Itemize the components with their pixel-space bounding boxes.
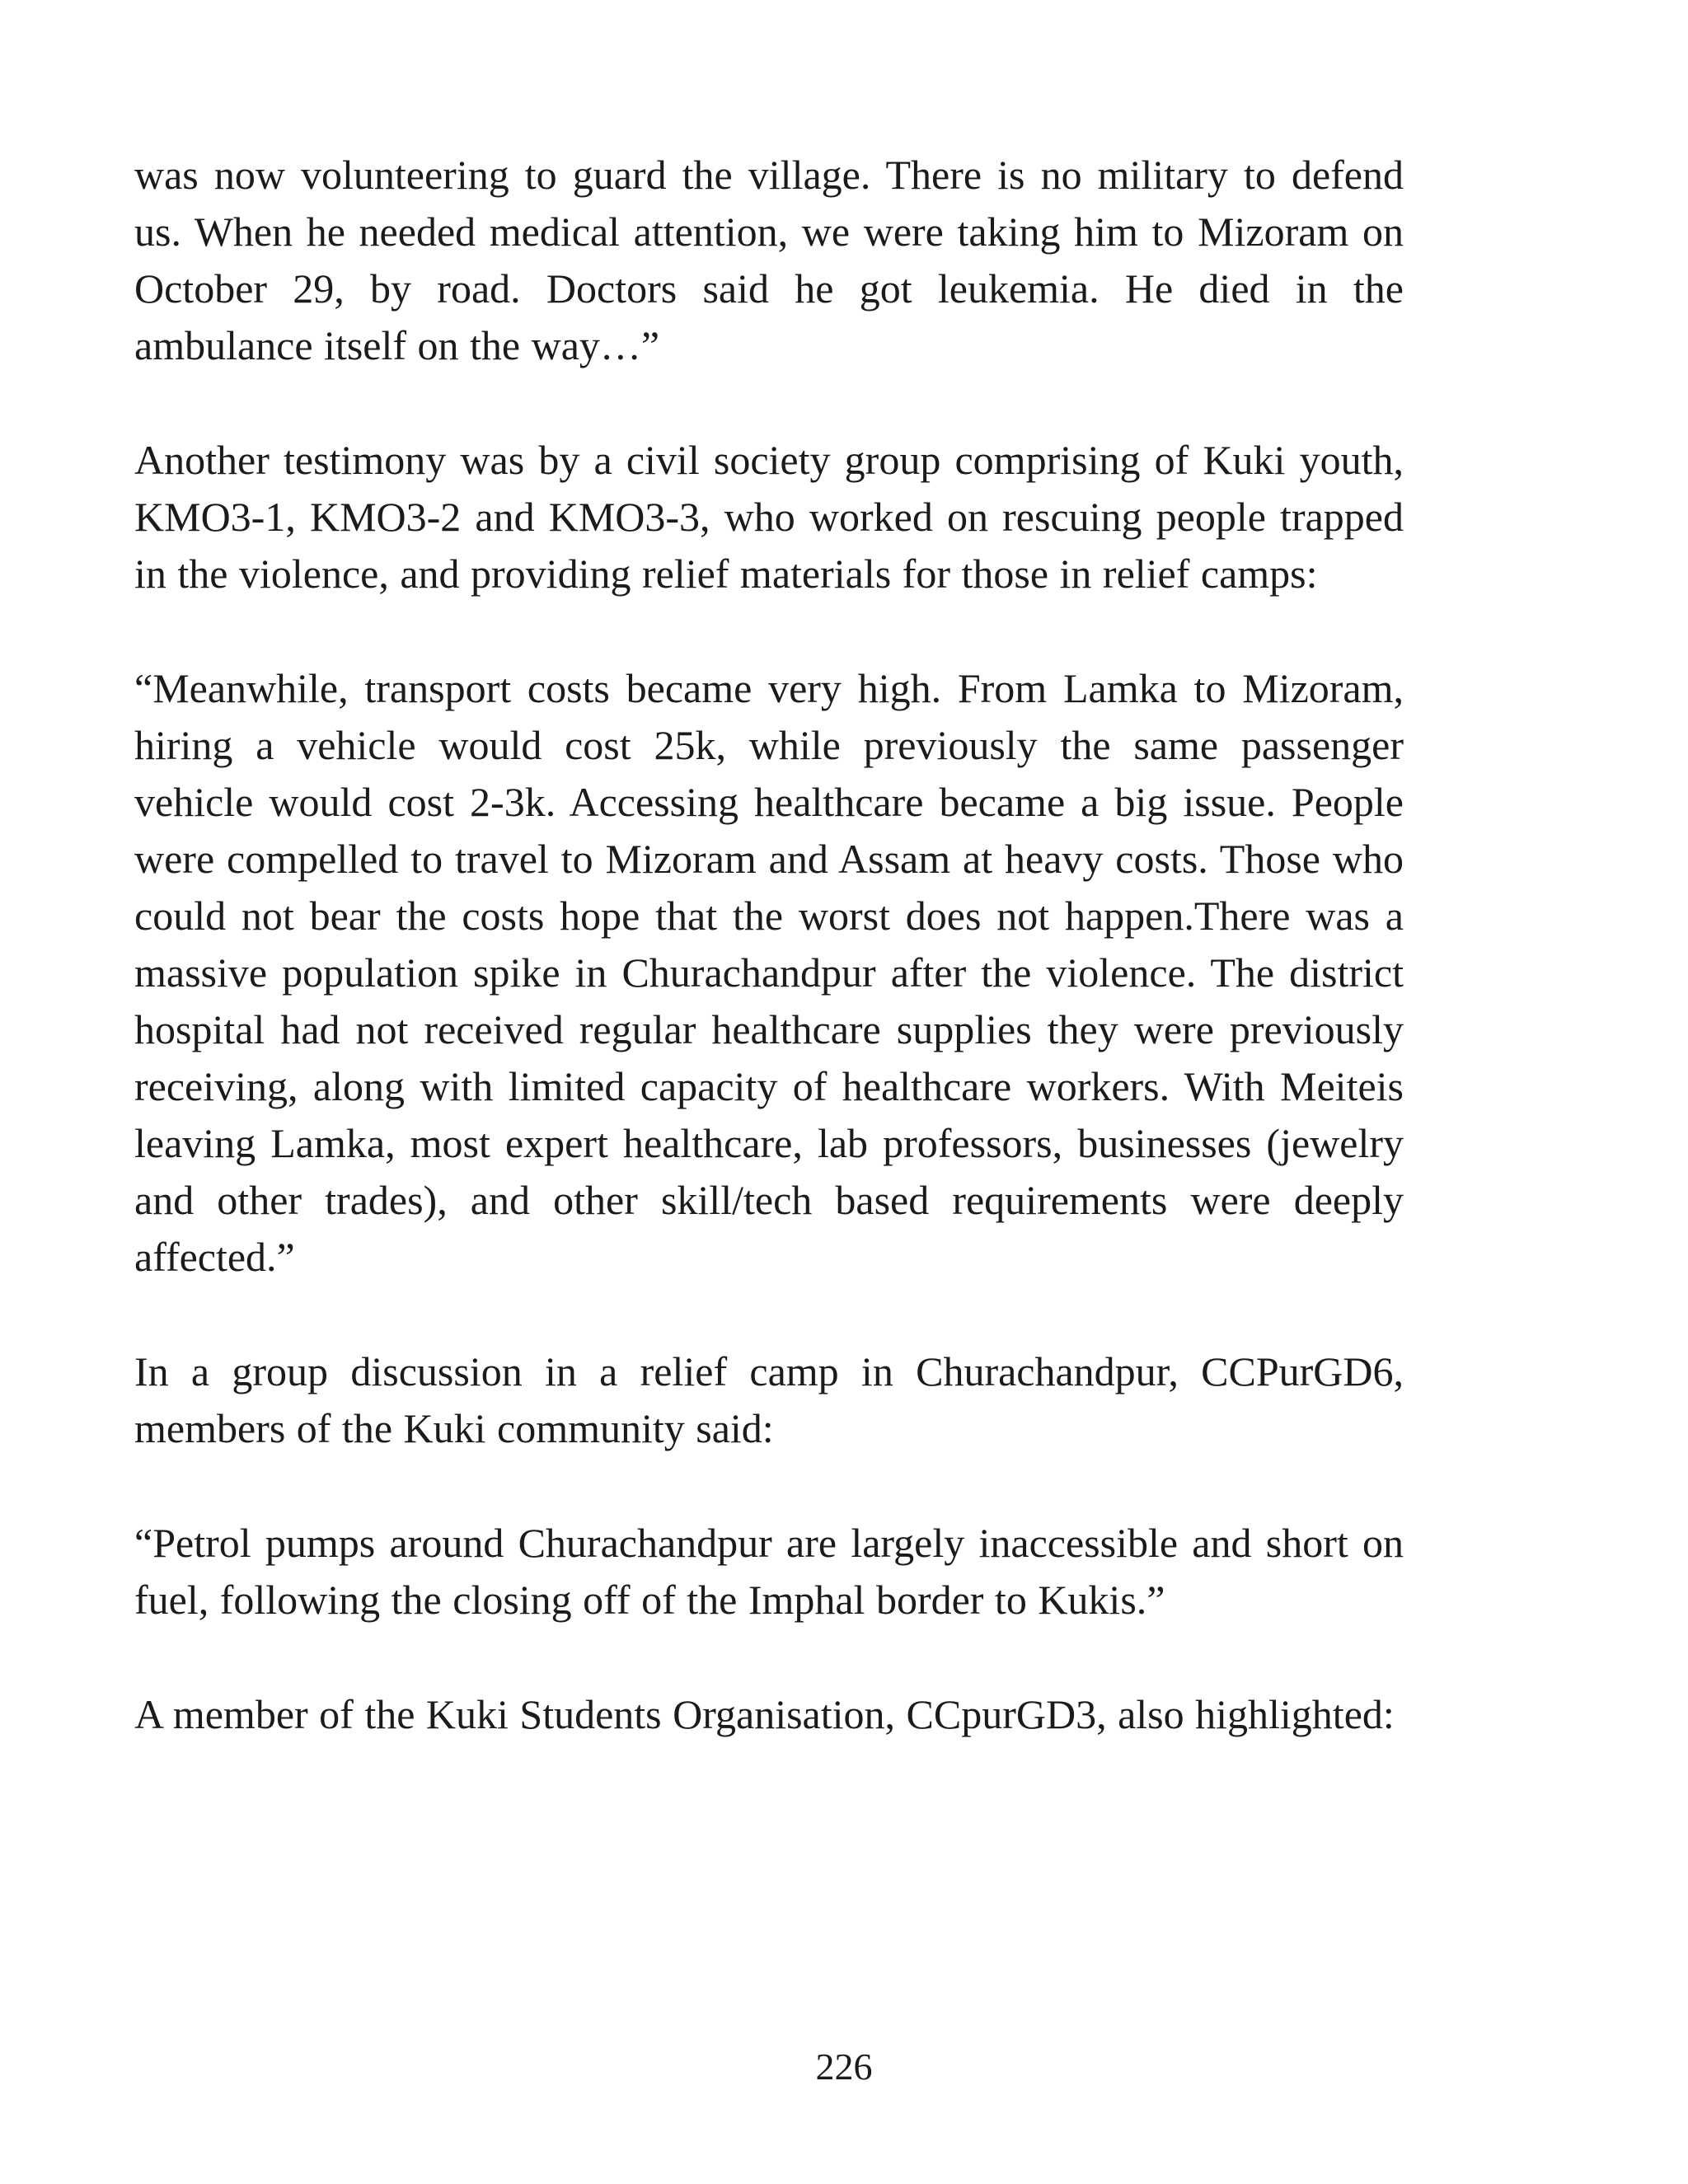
paragraph-group-discussion-intro: In a group discussion in a relief camp in Churachandpur, CCPurGD6, members of the Kuki community said: [134,1348,1404,1451]
paragraph-testimony-end: was now volunteering to guard the village. There is no military to defend us. When he needed medical attention, we were taking him to Mizoram on October 29, by road. Doctors said he got leukemia. He died in the ambulance itself on the way…” [134,152,1404,368]
paragraph-petrol-quote: “Petrol pumps around Churachandpur are largely inaccessible and short on fuel, following the closing off of the Imphal border to Kukis.” [134,1520,1404,1623]
paragraph-student-org-intro: A member of the Kuki Students Organisation, CCpurGD3, also highlighted: [134,1691,1395,1737]
page-number: 226 [815,2046,873,2088]
paragraph-civil-society-intro: Another testimony was by a civil society group comprising of Kuki youth, KMO3-1, KMO3-2 and KMO3-3, who worked on rescuing people trapped in the violence, and providing relief materials for those in relief camps: [134,437,1404,597]
page-body [134,147,1404,1801]
paragraph-transport-quote: “Meanwhile, transport costs became very high. From Lamka to Mizoram, hiring a vehicle would cost 25k, while previously the same passenger vehicle would cost 2-3k. Accessing healthcare became a big issue. People were compelled to travel to Mizoram and Assam at heavy costs. Those who could not bear the costs hope that the worst does not happen.There was a massive population spike in Churachandpur after the violence. The district hospital had not received regular healthcare supplies they were previously receiving, along with limited capacity of healthcare workers. With Meiteis leaving Lamka, most expert healthcare, lab professors, businesses (jewelry and other trades), and other skill/tech based requirements were deeply affected.” [134,665,1404,1280]
